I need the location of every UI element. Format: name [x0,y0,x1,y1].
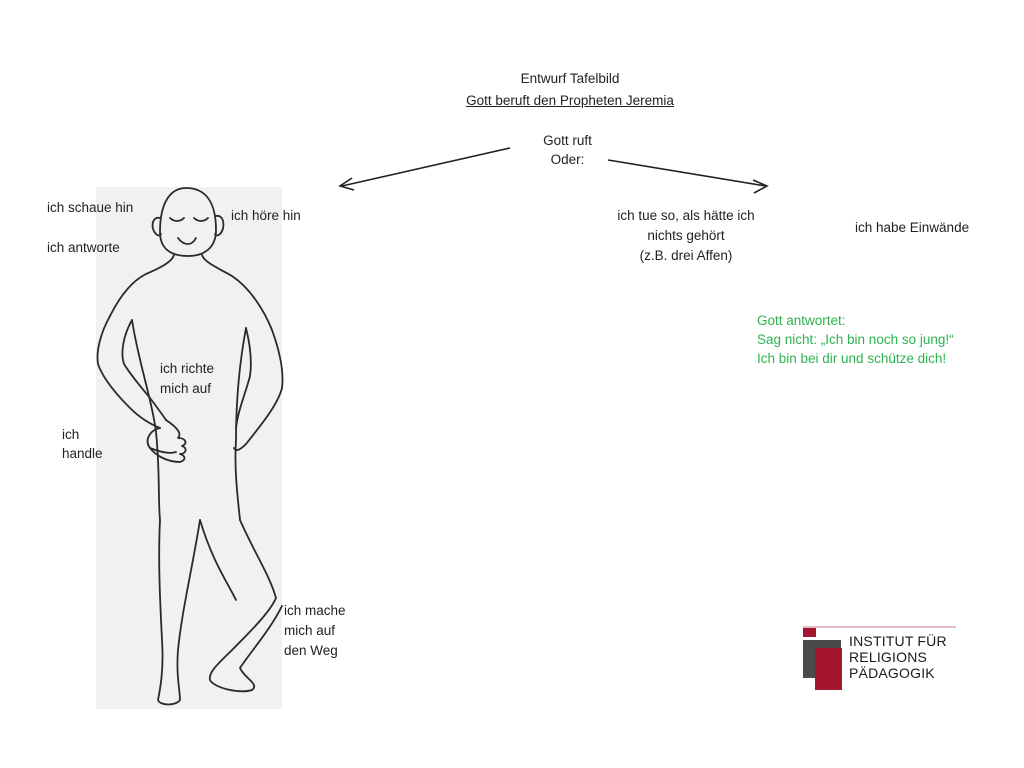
label-look: ich schaue hin [47,200,134,215]
label-go-line1: ich mache [284,603,346,618]
logo-text-line2: RELIGIONS [849,649,928,665]
label-act-line1: ich [62,427,80,442]
god-answers-quote: Sag nicht: „Ich bin noch so jung!“ [757,332,954,347]
arrow-right [608,160,767,193]
board-subtitle: Gott beruft den Propheten Jeremia [466,93,674,108]
logo-text-line3: PÄDAGOGIK [849,665,935,681]
god-answers-heading: Gott antwortet: [757,313,846,328]
logo-text-line1: INSTITUT FÜR [849,633,947,649]
arrow-left [340,148,510,190]
label-rise-line1: ich richte [160,361,215,376]
board-title: Entwurf Tafelbild [520,71,620,86]
label-listen: ich höre hin [231,208,301,223]
god-calls-label: Gott ruft [543,133,592,148]
label-objection: ich habe Einwände [855,220,970,235]
label-act-line2: handle [62,446,103,461]
or-label: Oder: [550,152,585,167]
label-ignore-line1: ich tue so, als hätte ich [617,208,755,223]
label-ignore-line2: nichts gehört [647,228,725,243]
label-ignore-line3: (z.B. drei Affen) [639,248,733,263]
label-go-line3: den Weg [284,643,338,658]
label-answer: ich antworte [47,240,120,255]
label-rise-line2: mich auf [160,381,212,396]
god-answers-promise: Ich bin bei dir und schütze dich! [757,351,947,366]
label-go-line2: mich auf [284,623,336,638]
figure-background-panel [96,187,282,709]
